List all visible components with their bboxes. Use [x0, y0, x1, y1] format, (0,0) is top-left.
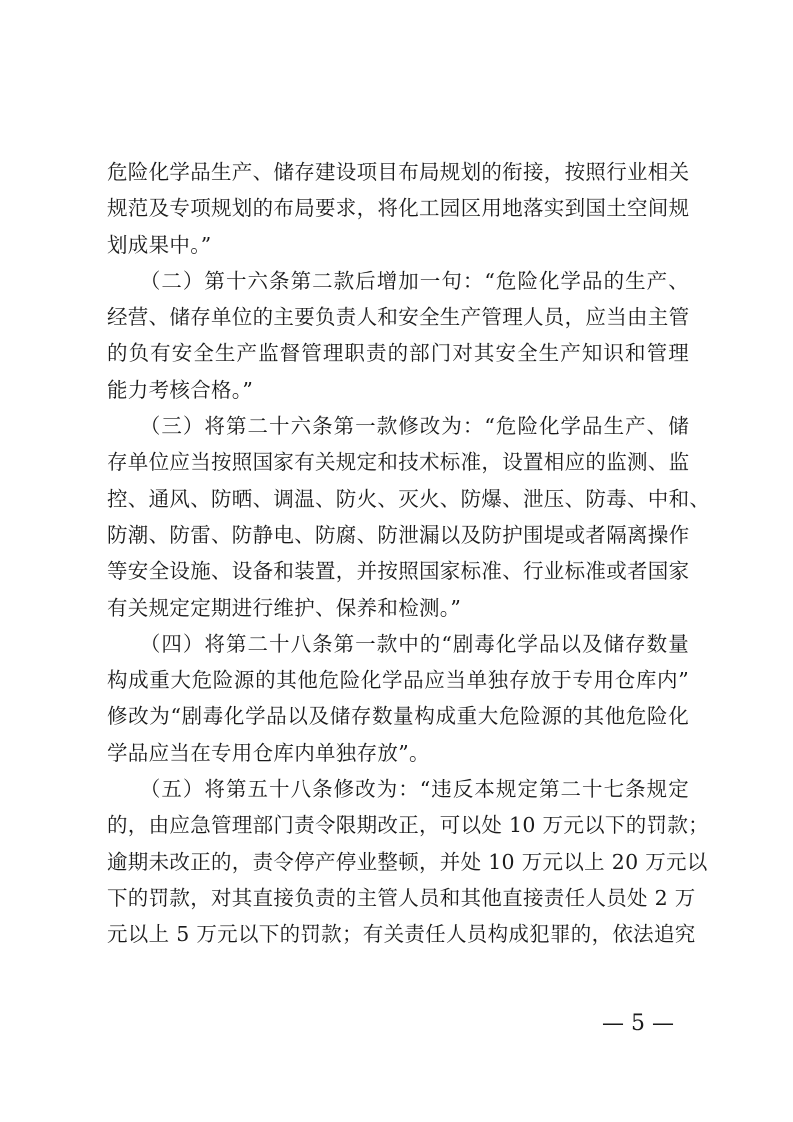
text-line: （五）将第五十八条修改为：“违反本规定第二十七条规定: [107, 777, 689, 802]
text-line: 构成重大危险源的其他危险化学品应当单独存放于专用仓库内”: [107, 668, 689, 693]
text-line: （三）将第二十六条第一款修改为：“危险化学品生产、储: [107, 414, 689, 439]
text-line: 修改为“剧毒化学品以及储存数量构成重大危险源的其他危险化: [107, 704, 689, 729]
text-line: 存单位应当按照国家有关规定和技术标准，设置相应的监测、监: [107, 450, 690, 475]
text-line: （四）将第二十八条第一款中的“剧毒化学品以及储存数量: [107, 631, 689, 656]
text-line: 控、通风、防晒、调温、防火、灭火、防爆、泄压、防毒、中和、: [107, 486, 711, 511]
text-line: 经营、储存单位的主要负责人和安全生产管理人员，应当由主管: [107, 305, 690, 330]
text-line: 等安全设施、设备和装置，并按照国家标准、行业标准或者国家: [107, 559, 690, 584]
text-line: 规范及专项规划的布局要求，将化工园区用地落实到国土空间规: [107, 196, 690, 221]
document-body: [107, 154, 711, 953]
text-line: 下的罚款，对其直接负责的主管人员和其他直接责任人员处 2 万: [107, 885, 696, 910]
text-line: 元以上 5 万元以下的罚款；有关责任人员构成犯罪的，依法追究: [107, 922, 696, 947]
text-line: 学品应当在专用仓库内单独存放”。: [107, 740, 430, 765]
text-line: 防潮、防雷、防静电、防腐、防泄漏以及防护围堤或者隔离操作: [107, 522, 690, 547]
page-number: — 5 —: [602, 1011, 674, 1036]
text-line: 能力考核合格。”: [107, 377, 254, 402]
text-line: 划成果中。”: [107, 232, 212, 257]
text-line: 的负有安全生产监督管理职责的部门对其安全生产知识和管理: [107, 341, 689, 366]
text-line: （二）第十六条第二款后增加一句：“危险化学品的生产、: [107, 268, 689, 293]
text-line: 逾期未改正的，责令停产停业整顿，并处 10 万元以上 20 万元以: [107, 849, 708, 874]
text-line: 危险化学品生产、储存建设项目布局规划的衔接，按照行业相关: [107, 160, 690, 184]
text-line: 有关规定定期进行维护、保养和检测。”: [107, 595, 462, 620]
text-line: 的，由应急管理部门责令限期改正，可以处 10 万元以下的罚款；: [107, 813, 709, 838]
